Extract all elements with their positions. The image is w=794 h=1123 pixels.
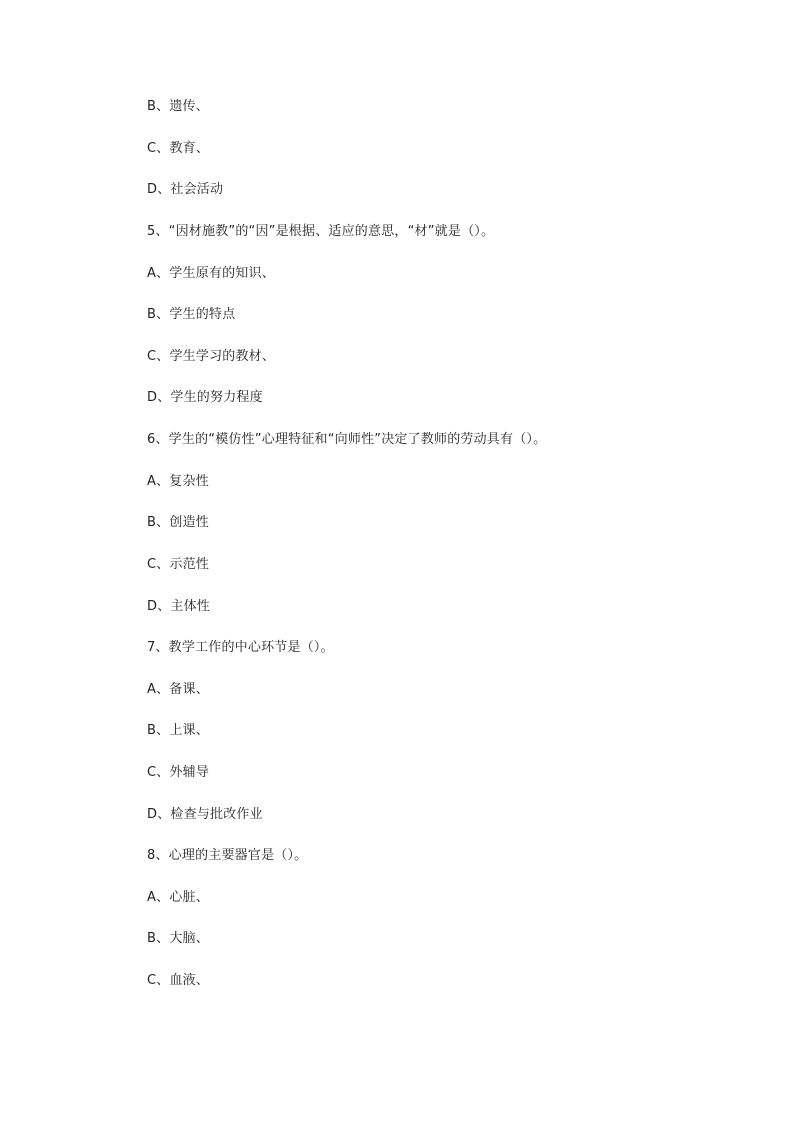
question-5: 5、“因材施教”的“因”是根据、适应的意思，“材”就是（）。 (147, 224, 495, 239)
option-c-education: C、教育、 (147, 141, 210, 156)
q6-option-c: C、示范性 (147, 557, 210, 572)
q5-option-d: D、学生的努力程度 (147, 390, 263, 405)
q7-option-c: C、外辅导 (147, 765, 210, 780)
q6-option-a: A、复杂性 (147, 474, 209, 489)
q8-option-c: C、血液、 (147, 973, 210, 988)
option-b-heredity: B、遗传、 (147, 99, 209, 114)
q5-option-b: B、学生的特点 (147, 307, 236, 322)
q7-option-b: B、上课、 (147, 723, 209, 738)
q8-option-b: B、大脑、 (147, 931, 209, 946)
q8-option-a: A、心脏、 (147, 890, 209, 905)
question-6: 6、学生的“模仿性”心理特征和“向师性”决定了教师的劳动具有（）。 (147, 432, 547, 447)
q5-option-c: C、学生学习的教材、 (147, 349, 276, 364)
question-8: 8、心理的主要器官是（）。 (147, 848, 308, 863)
q6-option-b: B、创造性 (147, 515, 209, 530)
q5-option-a: A、学生原有的知识、 (147, 266, 275, 281)
q7-option-a: A、备课、 (147, 682, 209, 697)
q6-option-d: D、主体性 (147, 599, 211, 614)
q7-option-d: D、检查与批改作业 (147, 807, 263, 822)
option-d-social-activity: D、社会活动 (147, 182, 224, 197)
question-7: 7、教学工作的中心环节是（）。 (147, 640, 334, 655)
